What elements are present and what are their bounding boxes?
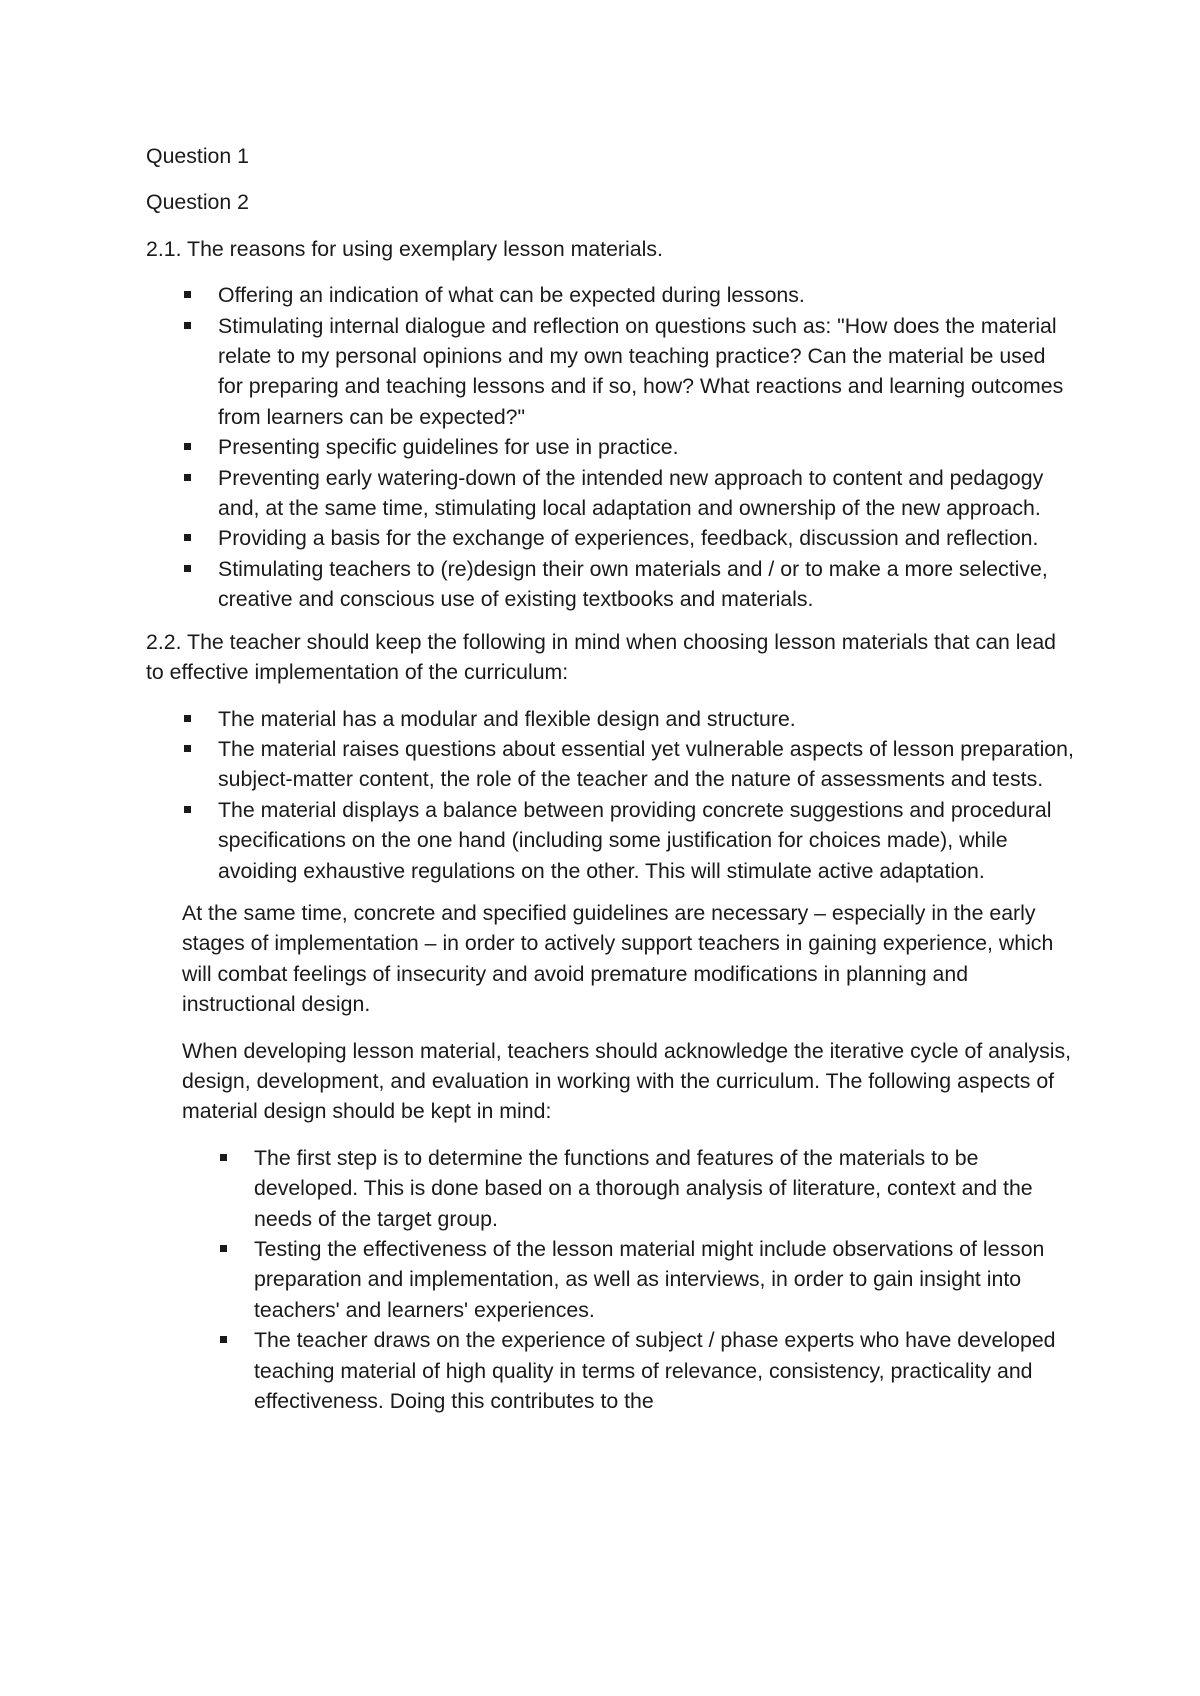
list-item: Stimulating teachers to (re)design their own materials and / or to make a more selective, creative and conscious use of existing textbooks and materials. bbox=[218, 554, 1076, 615]
square-bullet-icon bbox=[184, 443, 191, 450]
list-item: Offering an indication of what can be expected during lessons. bbox=[218, 280, 1076, 310]
square-bullet-icon bbox=[220, 1154, 227, 1161]
list-item: Testing the effectiveness of the lesson material might include observations of lesson preparation and implementation, as well as interviews, in order to gain insight into teachers' and learners' experiences. bbox=[254, 1234, 1076, 1325]
paragraph-guidelines: At the same time, concrete and specified guidelines are necessary – especially in the early stages of implementation – in order to actively support teachers in gaining experience, which will combat feelings of insecurity and avoid premature modifications in planning and instructional design. bbox=[182, 900, 1054, 1017]
section-2-2-list bbox=[146, 704, 1076, 886]
list-item: The material has a modular and flexible design and structure. bbox=[218, 704, 1076, 734]
list-item: Presenting specific guidelines for use in practice. bbox=[218, 432, 1076, 462]
heading-question-1: Question 1 bbox=[146, 144, 250, 168]
square-bullet-icon bbox=[220, 1245, 227, 1252]
square-bullet-icon bbox=[184, 322, 191, 329]
list-item: Stimulating internal dialogue and reflection on questions such as: "How does the material relate to my personal opinions and my own teaching practice? Can the material be used for preparing and teaching lessons and if so, how? What reactions and learning outcomes from learners can be expected?" bbox=[218, 311, 1076, 433]
heading-question-2: Question 2 bbox=[146, 190, 250, 215]
square-bullet-icon bbox=[184, 715, 191, 722]
list-item: The first step is to determine the functions and features of the materials to be developed. This is done based on a thorough analysis of literature, context and the needs of the target group. bbox=[254, 1143, 1076, 1234]
square-bullet-icon bbox=[184, 534, 191, 541]
paragraph-development: When developing lesson material, teachers should acknowledge the iterative cycle of analysis, design, development, and evaluation in working with the curriculum. The following aspects of material design should be kept in mind: bbox=[182, 1038, 1072, 1124]
square-bullet-icon bbox=[184, 474, 191, 481]
list-item: The material displays a balance between providing concrete suggestions and procedural specifications on the one hand (including some justification for choices made), while avoiding exhaustive regulations on the other. This will stimulate active adaptation. bbox=[218, 795, 1076, 886]
design-aspects-list bbox=[146, 1143, 1076, 1417]
list-item: The teacher draws on the experience of subject / phase experts who have developed teaching material of high quality in terms of relevance, consistency, practicality and effectiveness. Doing this contributes to the bbox=[254, 1325, 1076, 1416]
document-page bbox=[146, 141, 1076, 1428]
section-2-2-title: 2.2. The teacher should keep the following in mind when choosing lesson materials that can lead to effective implementation of the curriculum: bbox=[146, 629, 1057, 685]
square-bullet-icon bbox=[184, 745, 191, 752]
list-item: The material raises questions about essential yet vulnerable aspects of lesson preparation, subject-matter content, the role of the teacher and the nature of assessments and tests. bbox=[218, 734, 1076, 795]
section-2-1-title: 2.1. The reasons for using exemplary lesson materials. bbox=[146, 236, 663, 261]
square-bullet-icon bbox=[184, 806, 191, 813]
square-bullet-icon bbox=[184, 291, 191, 298]
list-item: Providing a basis for the exchange of experiences, feedback, discussion and reflection. bbox=[218, 523, 1076, 553]
list-item: Preventing early watering-down of the intended new approach to content and pedagogy and, at the same time, stimulating local adaptation and ownership of the new approach. bbox=[218, 463, 1076, 524]
square-bullet-icon bbox=[184, 565, 191, 572]
section-2-1-list bbox=[146, 280, 1076, 614]
square-bullet-icon bbox=[220, 1336, 227, 1343]
